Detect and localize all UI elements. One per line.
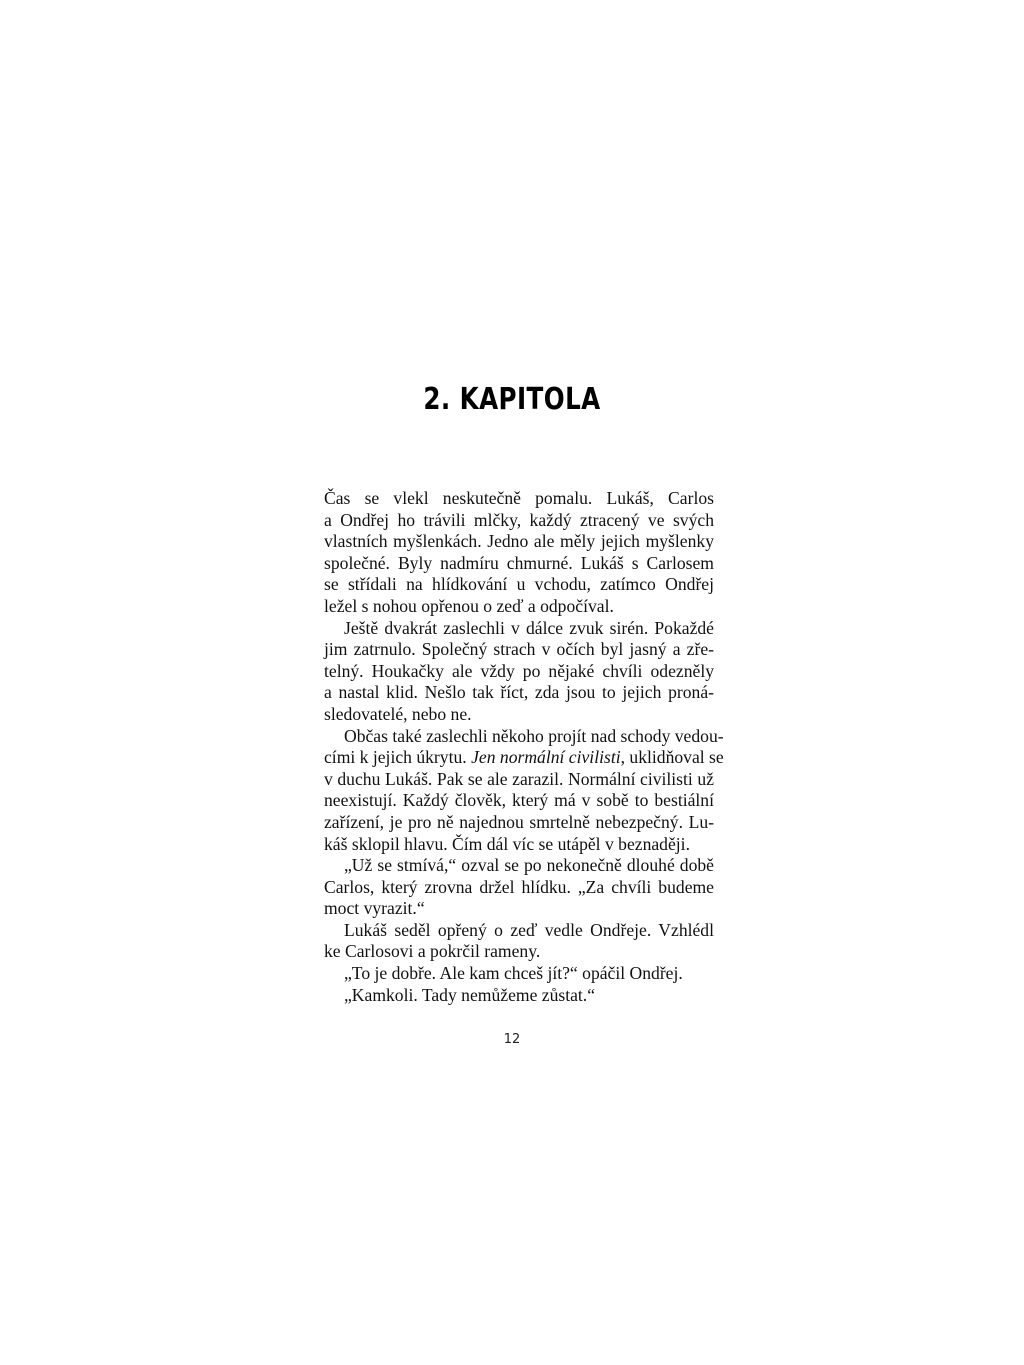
chapter-body-text	[324, 488, 724, 1006]
text-line: jim zatrnulo. Společný strach v očích byl jasný a zře-	[324, 639, 714, 660]
chapter-title: 2. KAPITOLA	[423, 382, 601, 417]
text-line: ležel s nohou opřenou o zeď a odpočíval.	[324, 595, 614, 616]
text-line: „Už se stmívá,“ ozval se po nekonečně dlouhé době	[344, 855, 714, 876]
text-line: Občas také zaslechli někoho projít nad schody vedou-	[344, 725, 724, 746]
text-line: neexistují. Každý člověk, který má v sobě to bestiální	[324, 790, 714, 811]
text-line: „To je dobře. Ale kam chceš jít?“ opáčil Ondřej.	[344, 963, 683, 984]
italic-fragment: Jen normální civilisti	[471, 747, 621, 768]
text-fragment: , uklidňoval se	[620, 747, 724, 768]
page-number: 12	[503, 1032, 521, 1047]
text-line: Ještě dvakrát zaslechli v dálce zvuk sirén. Pokaždé	[344, 617, 714, 638]
text-line: zařízení, je pro ně najednou smrtelně nebezpečný. Lu-	[324, 811, 714, 832]
text-line: Čas se vlekl neskutečně pomalu. Lukáš, Carlos	[324, 488, 714, 508]
text-line: „Kamkoli. Tady nemůžeme zůstat.“	[344, 984, 596, 1005]
text-line: moct vyrazit.“	[324, 898, 425, 919]
text-fragment: cími k jejich úkrytu.	[324, 747, 472, 768]
text-line: ke Carlosovi a pokrčil rameny.	[324, 941, 541, 962]
text-line: a nastal klid. Nešlo tak říct, zda jsou to jejich proná-	[324, 682, 714, 703]
text-line	[324, 747, 724, 769]
text-line: Carlos, který zrovna držel hlídku. „Za chvíli budeme	[324, 876, 714, 897]
text-line: telný. Houkačky ale vždy po nějaké chvíli odezněly	[324, 660, 714, 681]
text-line: v duchu Lukáš. Pak se ale zarazil. Normální civilisti už	[324, 768, 714, 789]
text-line: vlastních myšlenkách. Jedno ale měly jejich myšlenky	[324, 531, 714, 552]
text-line: Lukáš seděl opřený o zeď vedle Ondřeje. Vzhlédl	[344, 919, 714, 940]
text-line: káš sklopil hlavu. Čím dál víc se utápěl v beznaději.	[324, 833, 690, 854]
text-line: společné. Byly nadmíru chmurné. Lukáš s Carlosem	[324, 552, 714, 573]
text-line: sledovatelé, nebo ne.	[324, 703, 472, 724]
text-line: se střídali na hlídkování u vchodu, zatímco Ondřej	[324, 574, 714, 595]
text-line: a Ondřej ho trávili mlčky, každý ztracený ve svých	[324, 509, 714, 530]
